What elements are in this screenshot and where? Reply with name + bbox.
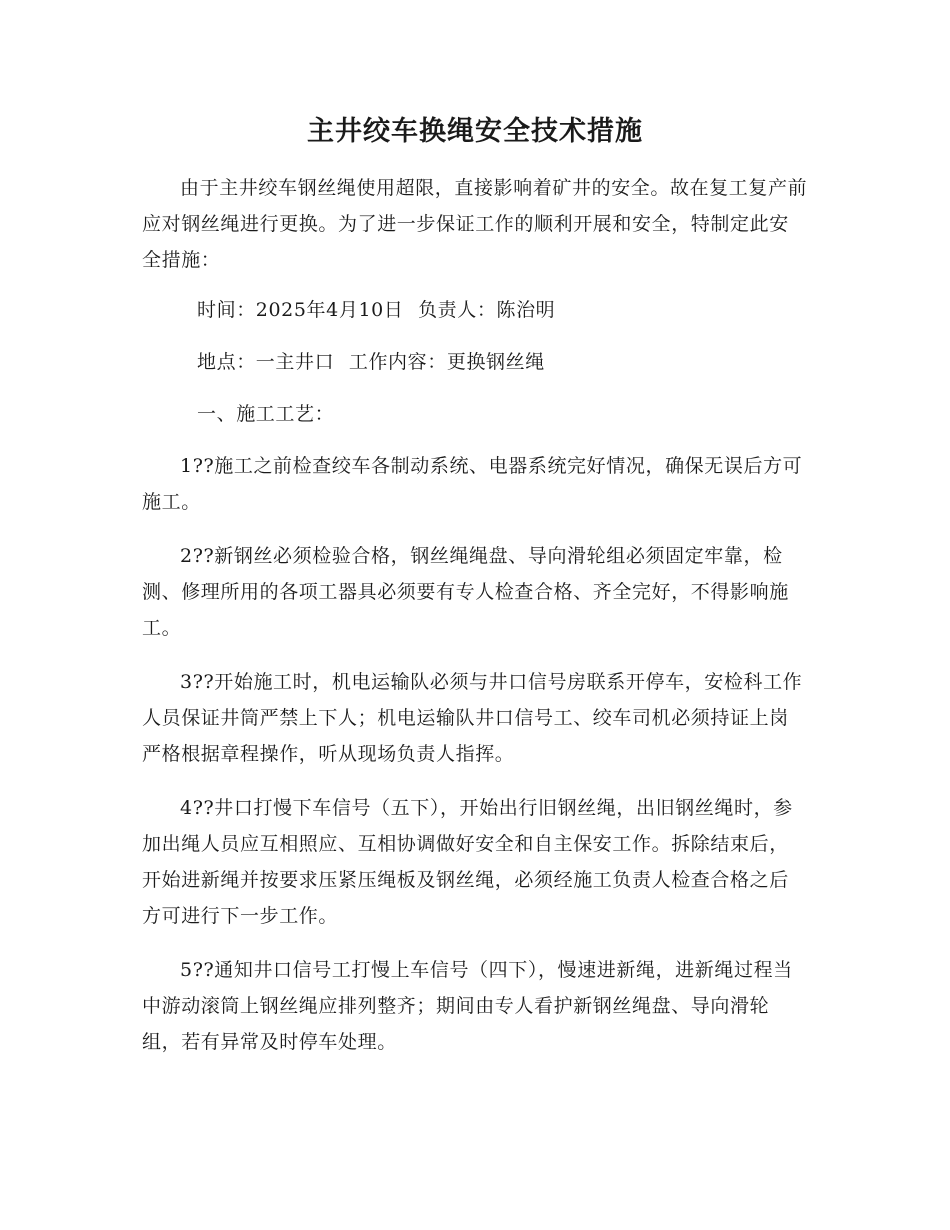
meta-owner: 负责人：陈治明 <box>418 299 556 321</box>
step-paragraph-2: 2??新钢丝必须检验合格，钢丝绳绳盘、导向滑轮组必须固定牢靠，检测、修理所用的各项工器具必须要有专人检查合格、齐全完好，不得影响施工。 <box>142 545 789 639</box>
intro-paragraph: 由于主井绞车钢丝绳使用超限，直接影响着矿井的安全。故在复工复产前应对钢丝绳进行更换。为了进一步保证工作的顺利开展和安全，特制定此安全措施： <box>142 177 808 271</box>
step-paragraph-4: 4??井口打慢下车信号（五下），开始出行旧钢丝绳，出旧钢丝绳时，参加出绳人员应互相照应、互相协调做好安全和自主保安工作。拆除结束后，开始进新绳并按要求压紧压绳板及钢丝绳，必须经施工负责人检查合格之后方可进行下一步工作。 <box>142 797 793 927</box>
meta-content: 工作内容：更换钢丝绳 <box>348 351 545 373</box>
section-heading: 一、施工工艺： <box>197 403 335 425</box>
meta-place-content <box>142 344 808 380</box>
document-page <box>142 112 808 1078</box>
step-paragraph-5: 5??通知井口信号工打慢上车信号（四下），慢速进新绳，进新绳过程当中游动滚筒上钢丝绳应排列整齐；期间由专人看护新钢丝绳盘、导向滑轮组，若有异常及时停车处理。 <box>142 959 793 1053</box>
step-paragraph-3: 3??开始施工时，机电运输队必须与井口信号房联系开停车，安检科工作人员保证井筒严禁上下人；机电运输队井口信号工、绞车司机必须持证上岗严格根据章程操作，听从现场负责人指挥。 <box>142 671 803 765</box>
step-paragraph-1: 1??施工之前检查绞车各制动系统、电器系统完好情况，确保无误后方可施工。 <box>142 455 803 513</box>
meta-place: 地点：一主井口 <box>197 351 335 373</box>
document-title: 主井绞车换绳安全技术措施 <box>307 116 643 147</box>
meta-time: 时间：2025年4月10日 <box>197 299 404 321</box>
meta-time-owner <box>142 292 808 328</box>
